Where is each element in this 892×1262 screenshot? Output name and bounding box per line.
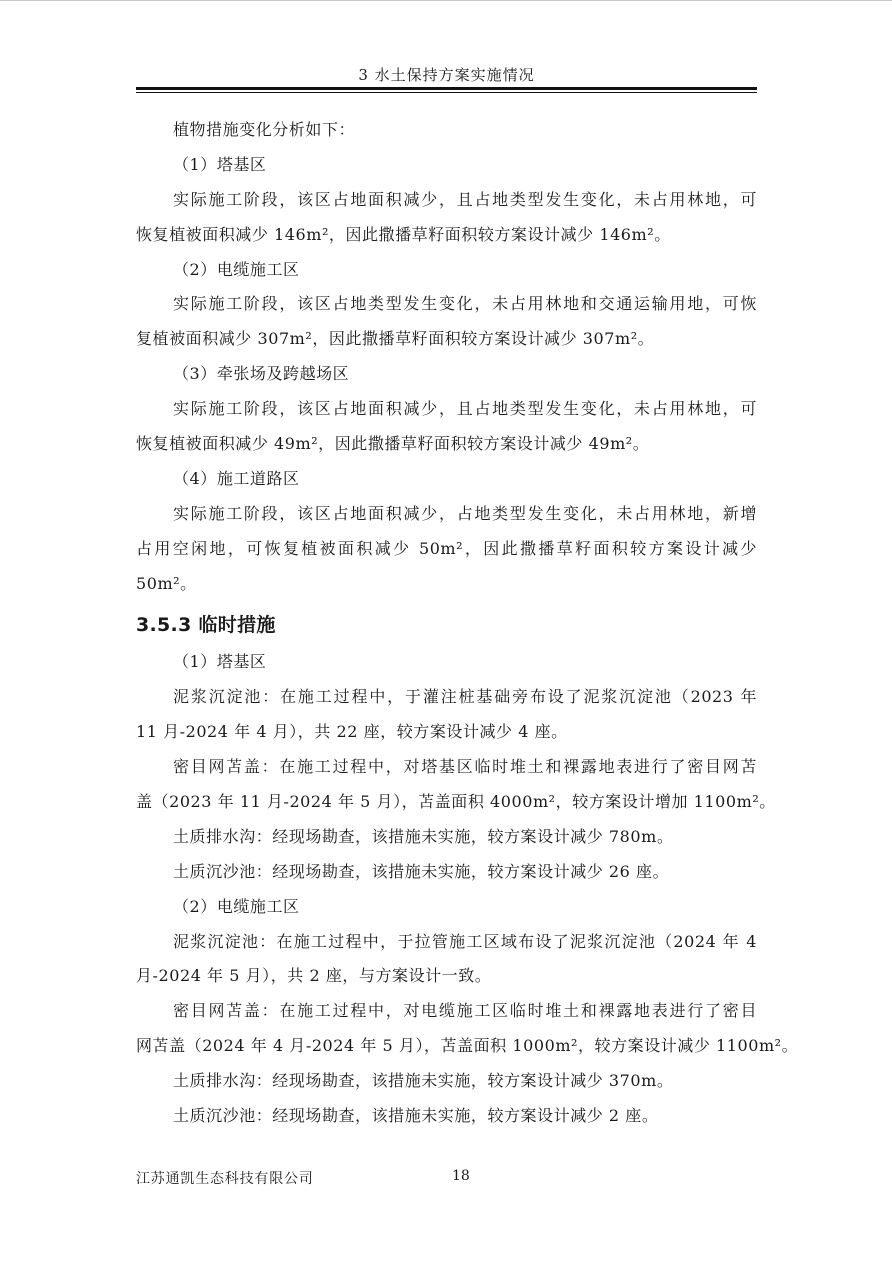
header-rule-thin [136, 92, 757, 93]
veg-road-area-title: （4）施工道路区 [173, 468, 300, 488]
tmp-tower-area-title: （1）塔基区 [173, 652, 267, 672]
page-top-edge [0, 0, 892, 1]
tmp-cable-sand-pond: 土质沉沙池：经现场勘查，该措施未实施，较方案设计减少 2 座。 [173, 1106, 659, 1126]
footer-page-number: 18 [452, 1168, 470, 1184]
veg-cable-area-line-2: 复植被面积减少 307m²，因此撒播草籽面积较方案设计减少 307m²。 [136, 329, 655, 349]
veg-road-area-line-1: 实际施工阶段，该区占地面积减少，占地类型发生变化，未占用林地，新增 [173, 503, 757, 523]
tmp-cable-drain-ditch: 土质排水沟：经现场勘查，该措施未实施，较方案设计减少 370m。 [173, 1071, 674, 1091]
veg-tension-area-title: （3）牵张场及跨越场区 [173, 364, 350, 384]
section-heading: 3.5.3 临时措施 [136, 614, 276, 637]
veg-tension-area-line-2: 恢复植被面积减少 49m²，因此撒播草籽面积较方案设计减少 49m²。 [136, 434, 650, 454]
tmp-tower-mud-pond-line-1: 泥浆沉淀池：在施工过程中，于灌注桩基础旁布设了泥浆沉淀池（2023 年 [173, 687, 757, 707]
veg-cable-area-line-1: 实际施工阶段，该区占地类型发生变化，未占用林地和交通运输用地，可恢 [173, 294, 757, 314]
veg-tower-area-line-1: 实际施工阶段，该区占地面积减少，且占地类型发生变化，未占用林地，可 [173, 189, 757, 209]
tmp-tower-net-cover-line-1: 密目网苫盖：在施工过程中，对塔基区临时堆土和裸露地表进行了密目网苫 [173, 757, 757, 777]
veg-cable-area-title: （2）电缆施工区 [173, 259, 300, 279]
footer-company-name: 江苏通凯生态科技有限公司 [136, 1171, 314, 1187]
tmp-cable-mud-pond-line-2: 月-2024 年 5 月），共 2 座，与方案设计一致。 [136, 966, 492, 986]
tmp-tower-drain-ditch: 土质排水沟：经现场勘查，该措施未实施，较方案设计减少 780m。 [173, 826, 674, 846]
tmp-tower-net-cover-line-2: 盖（2023 年 11 月-2024 年 5 月），苫盖面积 4000m²，较方案设计增加 1100m²。 [136, 792, 776, 812]
veg-road-area-line-3: 50m²。 [136, 573, 197, 593]
tmp-tower-sand-pond: 土质沉沙池：经现场勘查，该措施未实施，较方案设计减少 26 座。 [173, 861, 670, 881]
header-rule-thick [136, 87, 757, 90]
intro-line: 植物措施变化分析如下： [173, 120, 356, 139]
veg-tower-area-line-2: 恢复植被面积减少 146m²，因此撒播草籽面积较方案设计减少 146m²。 [136, 224, 671, 244]
body-content [136, 113, 799, 1134]
veg-tower-area-title: （1）塔基区 [173, 154, 267, 174]
tmp-cable-area-title: （2）电缆施工区 [173, 896, 300, 916]
tmp-cable-net-cover-line-2: 网苫盖（2024 年 4 月-2024 年 5 月），苫盖面积 1000m²，较方案设计减少 1100m²。 [136, 1036, 799, 1056]
running-header-title: 3 水土保持方案实施情况 [358, 66, 535, 84]
tmp-cable-net-cover-line-1: 密目网苫盖：在施工过程中，对电缆施工区临时堆土和裸露地表进行了密目 [173, 1001, 757, 1021]
tmp-cable-mud-pond-line-1: 泥浆沉淀池：在施工过程中，于拉管施工区域布设了泥浆沉淀池（2024 年 4 [173, 931, 757, 951]
veg-road-area-line-2: 占用空闲地，可恢复植被面积减少 50m²，因此撒播草籽面积较方案设计减少 [136, 538, 757, 558]
tmp-tower-mud-pond-line-2: 11 月-2024 年 4 月），共 22 座，较方案设计减少 4 座。 [136, 722, 568, 742]
veg-tension-area-line-1: 实际施工阶段，该区占地面积减少，且占地类型发生变化，未占用林地，可 [173, 399, 757, 419]
